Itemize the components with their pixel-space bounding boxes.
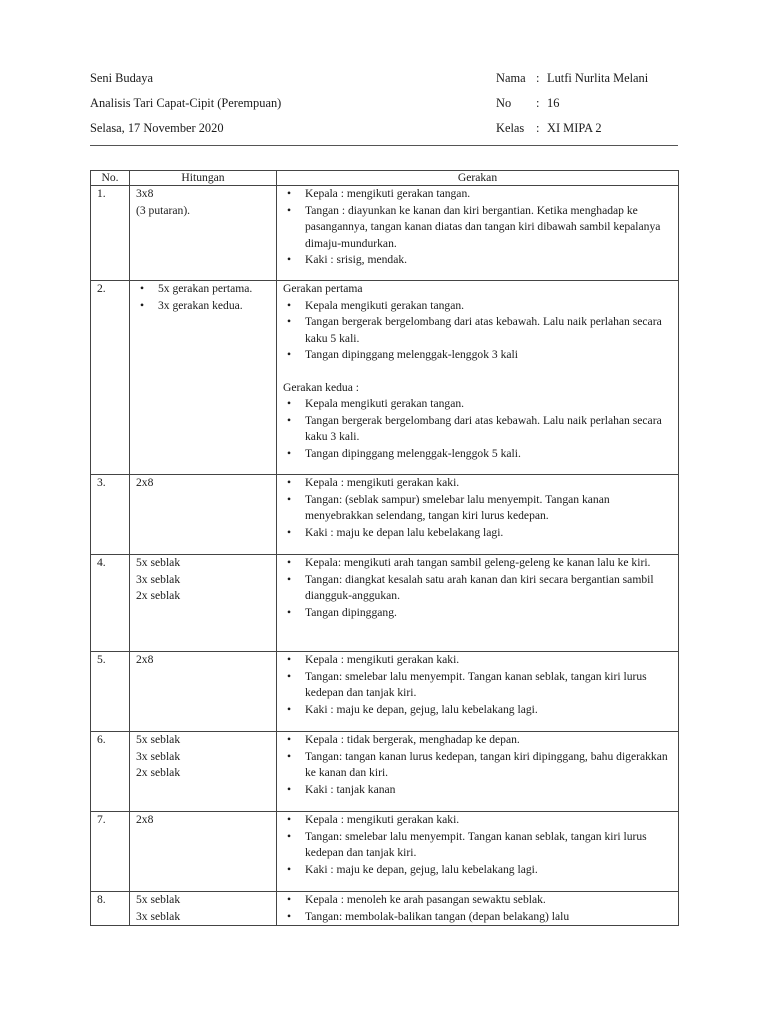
list-item: • Kepala: mengikuti arah tangan sambil geleng-geleng ke kanan lalu ke kiri.	[283, 555, 672, 572]
field-value: XI MIPA 2	[547, 121, 602, 135]
document-header	[90, 66, 678, 141]
header-row-date	[90, 116, 678, 141]
hitungan-cell	[130, 186, 277, 281]
count-line: 2x seblak	[136, 766, 181, 779]
list-item: • Kepala : mengikuti gerakan kaki.	[283, 475, 672, 492]
field-separator: :	[536, 71, 540, 85]
column-header-hitungan: Hitungan	[130, 171, 277, 186]
section-title: Gerakan pertama	[283, 282, 363, 295]
table-row	[91, 652, 679, 732]
list-item: • Tangan dipinggang.	[283, 605, 672, 622]
list-item: • 5x gerakan pertama.	[136, 281, 270, 298]
list-item: • Tangan: diangkat kesalah satu arah kanan dan kiri secara bergantian sambil diangguk-anggukan.	[283, 572, 672, 605]
row-number: 8.	[91, 892, 130, 926]
count-line: 2x seblak	[136, 589, 181, 602]
list-item: • Tangan: smelebar lalu menyempit. Tangan kanan seblak, tangan kiri lurus kedepan dan tanjak kiri.	[283, 829, 672, 862]
row-number: 1.	[91, 186, 130, 281]
count-line: 3x8	[136, 187, 154, 200]
gerakan-cell	[277, 186, 679, 281]
assignment-title: Analisis Tari Capat-Cipit (Perempuan)	[90, 96, 282, 110]
list-item: • Kepala mengikuti gerakan tangan.	[283, 298, 672, 315]
count-line: 3x seblak	[136, 909, 181, 923]
header-row-subject	[90, 66, 678, 91]
movement-list	[283, 186, 672, 269]
list-item: • Kepala : mengikuti gerakan kaki.	[283, 812, 672, 829]
student-class-field	[496, 116, 602, 141]
row-number: 2.	[91, 281, 130, 475]
field-separator: :	[536, 121, 540, 135]
list-item: • Kepala : menoleh ke arah pasangan sewaktu seblak.	[283, 892, 672, 909]
row-number: 5.	[91, 652, 130, 732]
hitungan-cell	[130, 812, 277, 892]
row-number: 7.	[91, 812, 130, 892]
list-item: • Kaki : maju ke depan, gejug, lalu kebelakang lagi.	[283, 702, 672, 719]
list-item: • Tangan dipinggang melenggak-lenggok 5 kali.	[283, 446, 672, 463]
list-item: • Kepala mengikuti gerakan tangan.	[283, 396, 672, 413]
movement-list	[283, 555, 672, 621]
table-row	[91, 475, 679, 555]
hitungan-cell	[130, 652, 277, 732]
list-item: • Tangan: (seblak sampur) smelebar lalu menyempit. Tangan kanan menyebrakkan selendang, tangan kiri lurus kedepan.	[283, 492, 672, 525]
count-line: 5x seblak	[136, 893, 181, 906]
list-item: • Kepala : mengikuti gerakan tangan.	[283, 186, 672, 203]
section-title: Gerakan kedua :	[283, 380, 359, 394]
column-header-no: No.	[91, 171, 130, 186]
header-divider	[90, 145, 678, 146]
hitungan-cell	[130, 732, 277, 812]
header-row-topic	[90, 91, 678, 116]
table-row	[91, 892, 679, 926]
movement-list	[283, 475, 672, 541]
count-line: 3x seblak	[136, 572, 181, 586]
list-item: • Tangan: smelebar lalu menyempit. Tangan kanan seblak, tangan kiri lurus kedepan dan tanjak kiri.	[283, 669, 672, 702]
list-item: • Kaki : maju ke depan lalu kebelakang lagi.	[283, 525, 672, 542]
hitungan-cell	[130, 892, 277, 926]
row-number: 4.	[91, 555, 130, 652]
list-item: • Kepala : mengikuti gerakan kaki.	[283, 652, 672, 669]
list-item: • Kepala : tidak bergerak, menghadap ke depan.	[283, 732, 672, 749]
movement-list	[283, 812, 672, 878]
gerakan-cell	[277, 732, 679, 812]
field-label: Nama	[496, 71, 526, 85]
field-value: Lutfi Nurlita Melani	[547, 71, 649, 85]
list-item: • Tangan : diayunkan ke kanan dan kiri bergantian. Ketika menghadap ke pasangannya, tangan kanan diatas dan tangan kiri dibawah sambil kepalanya dimaju-mundurkan.	[283, 203, 672, 253]
list-item: • Tangan bergerak bergelombang dari atas kebawah. Lalu naik perlahan secara kaku 5 kali.	[283, 314, 672, 347]
list-item: • Kaki : srisig, mendak.	[283, 252, 672, 269]
gerakan-cell	[277, 892, 679, 926]
table-row	[91, 281, 679, 475]
gerakan-cell	[277, 555, 679, 652]
movement-list	[283, 732, 672, 798]
list-item: • 3x gerakan kedua.	[136, 298, 270, 315]
gerakan-cell	[277, 652, 679, 732]
count-line: 2x8	[136, 476, 154, 489]
count-line: (3 putaran).	[136, 203, 191, 217]
hitungan-cell	[130, 281, 277, 475]
field-label: No	[496, 96, 512, 110]
list-item: • Tangan bergerak bergelombang dari atas kebawah. Lalu naik perlahan secara kaku 3 kali.	[283, 413, 672, 446]
column-header-gerakan: Gerakan	[277, 171, 679, 186]
student-name-field	[496, 66, 648, 91]
table-row	[91, 186, 679, 281]
row-number: 3.	[91, 475, 130, 555]
gerakan-cell	[277, 812, 679, 892]
movement-list	[283, 396, 672, 462]
list-item: • Tangan: tangan kanan lurus kedepan, tangan kiri dipinggang, bahu digerakkan ke kanan dan kiri.	[283, 749, 672, 782]
hitungan-cell	[130, 475, 277, 555]
table-header-row	[91, 171, 679, 186]
count-list	[136, 281, 270, 314]
list-item: • Kaki : maju ke depan, gejug, lalu kebelakang lagi.	[283, 862, 672, 879]
table-row	[91, 732, 679, 812]
row-number: 6.	[91, 732, 130, 812]
count-line: 2x8	[136, 813, 154, 826]
list-item: • Tangan: membolak-balikan tangan (depan belakang) lalu	[283, 909, 672, 926]
student-number-field	[496, 91, 559, 116]
hitungan-cell	[130, 555, 277, 652]
field-separator: :	[536, 96, 540, 110]
count-line: 5x seblak	[136, 733, 181, 746]
subject-title: Seni Budaya	[90, 71, 153, 85]
list-item: • Tangan dipinggang melenggak-lenggok 3 kali	[283, 347, 672, 364]
movement-list	[283, 652, 672, 718]
document-date: Selasa, 17 November 2020	[90, 121, 224, 135]
list-item: • Kaki : tanjak kanan	[283, 782, 672, 799]
count-line: 2x8	[136, 653, 154, 666]
gerakan-cell	[277, 281, 679, 475]
field-label: Kelas	[496, 121, 525, 135]
count-line: 5x seblak	[136, 556, 181, 569]
dance-analysis-table	[90, 170, 679, 926]
movement-list	[283, 892, 672, 925]
gerakan-cell	[277, 475, 679, 555]
table-row	[91, 555, 679, 652]
table-row	[91, 812, 679, 892]
movement-list	[283, 298, 672, 364]
field-value: 16	[547, 96, 560, 110]
count-line: 3x seblak	[136, 749, 181, 763]
